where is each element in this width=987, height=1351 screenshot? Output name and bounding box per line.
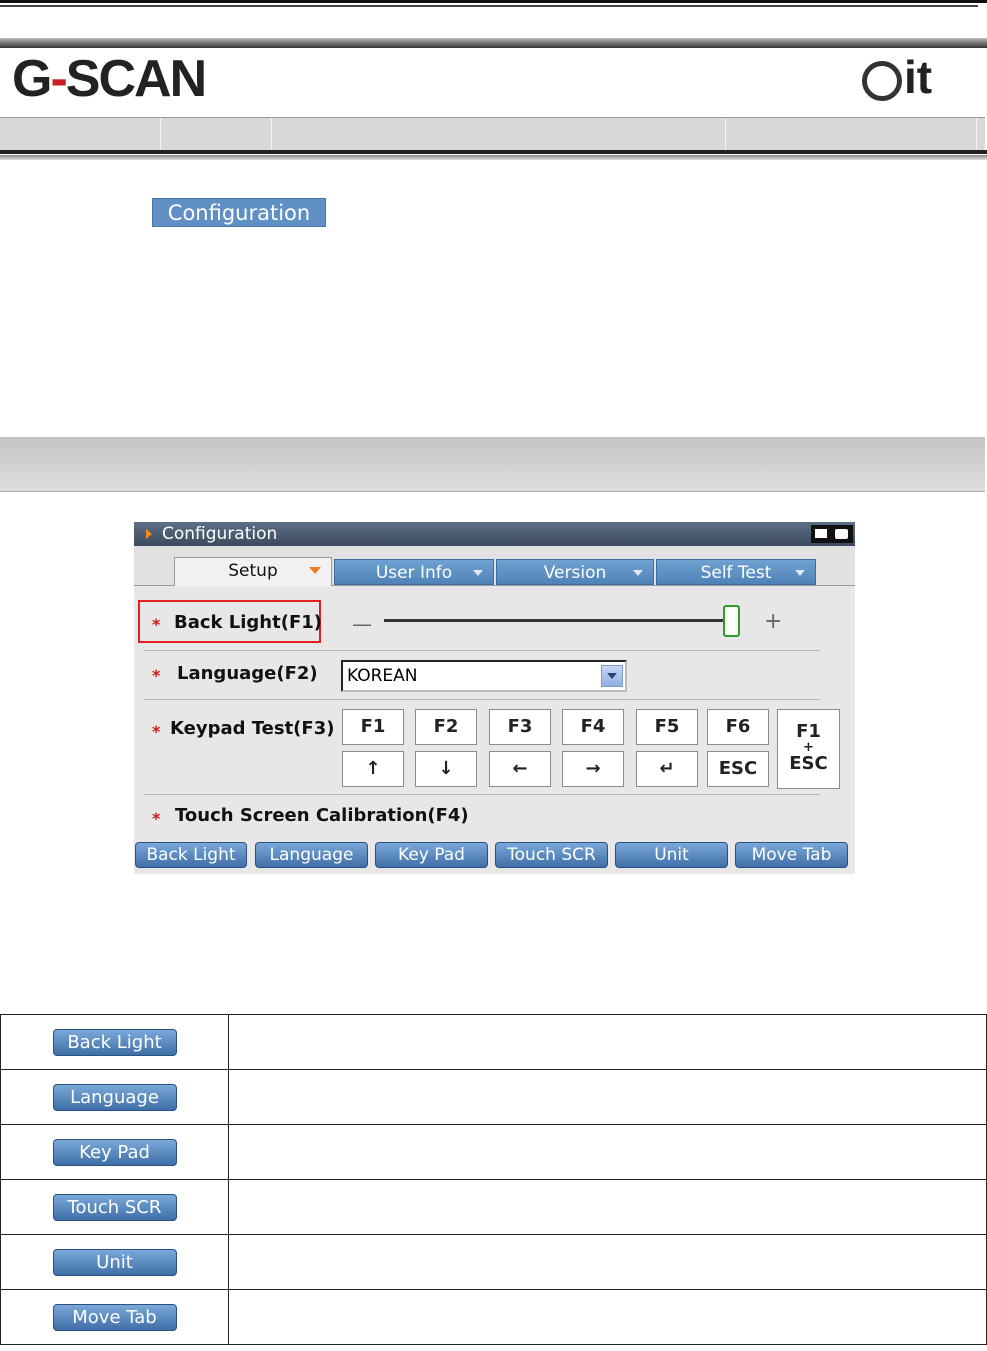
button-description-table bbox=[0, 1014, 987, 1345]
chevron-down-icon bbox=[309, 567, 321, 574]
header-underline-gradient bbox=[0, 155, 987, 160]
top-rule bbox=[0, 0, 987, 3]
backlight-minus[interactable]: — bbox=[352, 612, 372, 636]
header-bar-segment bbox=[0, 118, 161, 150]
required-star: * bbox=[152, 722, 161, 741]
key-pad-button-image: Key Pad bbox=[53, 1139, 177, 1166]
table-row bbox=[1, 1235, 987, 1290]
touch-calibration-label[interactable]: Touch Screen Calibration(F4) bbox=[175, 805, 469, 826]
table-cell bbox=[1, 1235, 229, 1290]
git-logo bbox=[862, 52, 932, 102]
header-bar bbox=[0, 117, 985, 150]
table-cell bbox=[229, 1015, 987, 1070]
key-up-arrow-icon[interactable]: ↑ bbox=[342, 751, 404, 787]
tab-label: User Info bbox=[375, 563, 453, 583]
device-screen bbox=[134, 522, 855, 874]
tab-label: Self Test bbox=[700, 563, 772, 583]
header-underline bbox=[0, 150, 987, 154]
move-tab-button-image: Move Tab bbox=[53, 1304, 177, 1331]
key-left-arrow-icon[interactable]: ← bbox=[489, 751, 551, 787]
key-f2[interactable]: F2 bbox=[415, 709, 477, 745]
git-logo-text: it bbox=[904, 51, 933, 103]
table-cell bbox=[229, 1290, 987, 1345]
key-right-arrow-icon[interactable]: → bbox=[562, 751, 624, 787]
row-divider bbox=[144, 794, 820, 795]
table-cell bbox=[1, 1125, 229, 1180]
unit-button-image: Unit bbox=[53, 1249, 177, 1276]
table-row bbox=[1, 1015, 987, 1070]
configuration-badge: Configuration bbox=[152, 198, 326, 227]
touch-scr-button[interactable]: Touch SCR bbox=[495, 842, 608, 868]
required-star: * bbox=[152, 615, 161, 634]
key-f1[interactable]: F1 bbox=[342, 709, 404, 745]
required-star: * bbox=[152, 809, 161, 828]
dropdown-arrow-icon[interactable] bbox=[601, 665, 623, 687]
tab-setup[interactable] bbox=[174, 557, 332, 586]
header-bar-segment bbox=[272, 118, 726, 150]
tab-user-info[interactable] bbox=[334, 559, 494, 585]
logo-dash: - bbox=[50, 50, 66, 108]
key-f5[interactable]: F5 bbox=[636, 709, 698, 745]
backlight-slider-track[interactable] bbox=[384, 619, 724, 622]
logo-g: G bbox=[12, 50, 51, 108]
tab-label: Setup bbox=[228, 561, 278, 581]
header-bar-segment bbox=[161, 118, 272, 150]
device-title-bar bbox=[134, 522, 855, 546]
language-select[interactable] bbox=[341, 660, 627, 692]
row-divider bbox=[144, 699, 820, 700]
combo-plus: + bbox=[803, 740, 814, 755]
tab-self-test[interactable] bbox=[656, 559, 816, 585]
table-cell bbox=[1, 1290, 229, 1345]
language-button[interactable]: Language bbox=[255, 842, 368, 868]
combo-top: F1 bbox=[796, 721, 821, 742]
table-cell bbox=[1, 1015, 229, 1070]
key-down-arrow-icon[interactable]: ↓ bbox=[415, 751, 477, 787]
key-f1-esc-combo[interactable] bbox=[777, 709, 840, 789]
unit-button[interactable]: Unit bbox=[615, 842, 728, 868]
language-value: KOREAN bbox=[347, 666, 418, 686]
key-f3[interactable]: F3 bbox=[489, 709, 551, 745]
chevron-down-icon bbox=[633, 570, 643, 576]
key-pad-button[interactable]: Key Pad bbox=[375, 842, 488, 868]
table-cell bbox=[229, 1125, 987, 1180]
row-divider bbox=[144, 650, 820, 651]
tab-strip bbox=[134, 546, 855, 586]
key-esc[interactable]: ESC bbox=[707, 751, 769, 787]
combo-bottom: ESC bbox=[789, 753, 828, 774]
table-cell bbox=[1, 1070, 229, 1125]
top-rule-thin bbox=[0, 5, 978, 7]
camera-icon[interactable] bbox=[835, 529, 848, 539]
title-arrow-icon bbox=[146, 529, 152, 539]
language-button-image: Language bbox=[53, 1084, 177, 1111]
tab-label: Version bbox=[543, 563, 607, 583]
table-row bbox=[1, 1125, 987, 1180]
home-icon[interactable] bbox=[815, 529, 827, 538]
header-gradient bbox=[0, 38, 987, 48]
table-cell bbox=[229, 1235, 987, 1290]
table-cell bbox=[1, 1180, 229, 1235]
back-light-button-image: Back Light bbox=[53, 1029, 177, 1056]
backlight-plus[interactable]: + bbox=[764, 609, 783, 634]
table-row bbox=[1, 1070, 987, 1125]
device-title: Configuration bbox=[162, 524, 278, 544]
chevron-down-icon bbox=[473, 570, 483, 576]
backlight-slider-knob[interactable] bbox=[723, 605, 740, 637]
key-f6[interactable]: F6 bbox=[707, 709, 769, 745]
header-bar-segment bbox=[726, 118, 977, 150]
section-bar bbox=[0, 437, 985, 492]
table-row bbox=[1, 1290, 987, 1345]
gscan-logo bbox=[12, 50, 205, 108]
key-f4[interactable]: F4 bbox=[562, 709, 624, 745]
language-label: Language(F2) bbox=[177, 663, 318, 684]
move-tab-button[interactable]: Move Tab bbox=[735, 842, 848, 868]
back-light-button[interactable]: Back Light bbox=[135, 842, 247, 868]
required-star: * bbox=[152, 666, 161, 685]
globe-icon bbox=[862, 61, 902, 101]
chevron-down-icon bbox=[795, 570, 805, 576]
table-cell bbox=[229, 1180, 987, 1235]
logo-scan: SCAN bbox=[65, 50, 206, 108]
table-row bbox=[1, 1180, 987, 1235]
keypad-label: Keypad Test(F3) bbox=[170, 718, 335, 739]
table-cell bbox=[229, 1070, 987, 1125]
title-icons bbox=[811, 525, 853, 543]
key-enter-icon[interactable]: ↵ bbox=[636, 751, 698, 787]
backlight-label: Back Light(F1) bbox=[174, 612, 322, 633]
tab-version[interactable] bbox=[496, 559, 654, 585]
touch-scr-button-image: Touch SCR bbox=[53, 1194, 177, 1221]
